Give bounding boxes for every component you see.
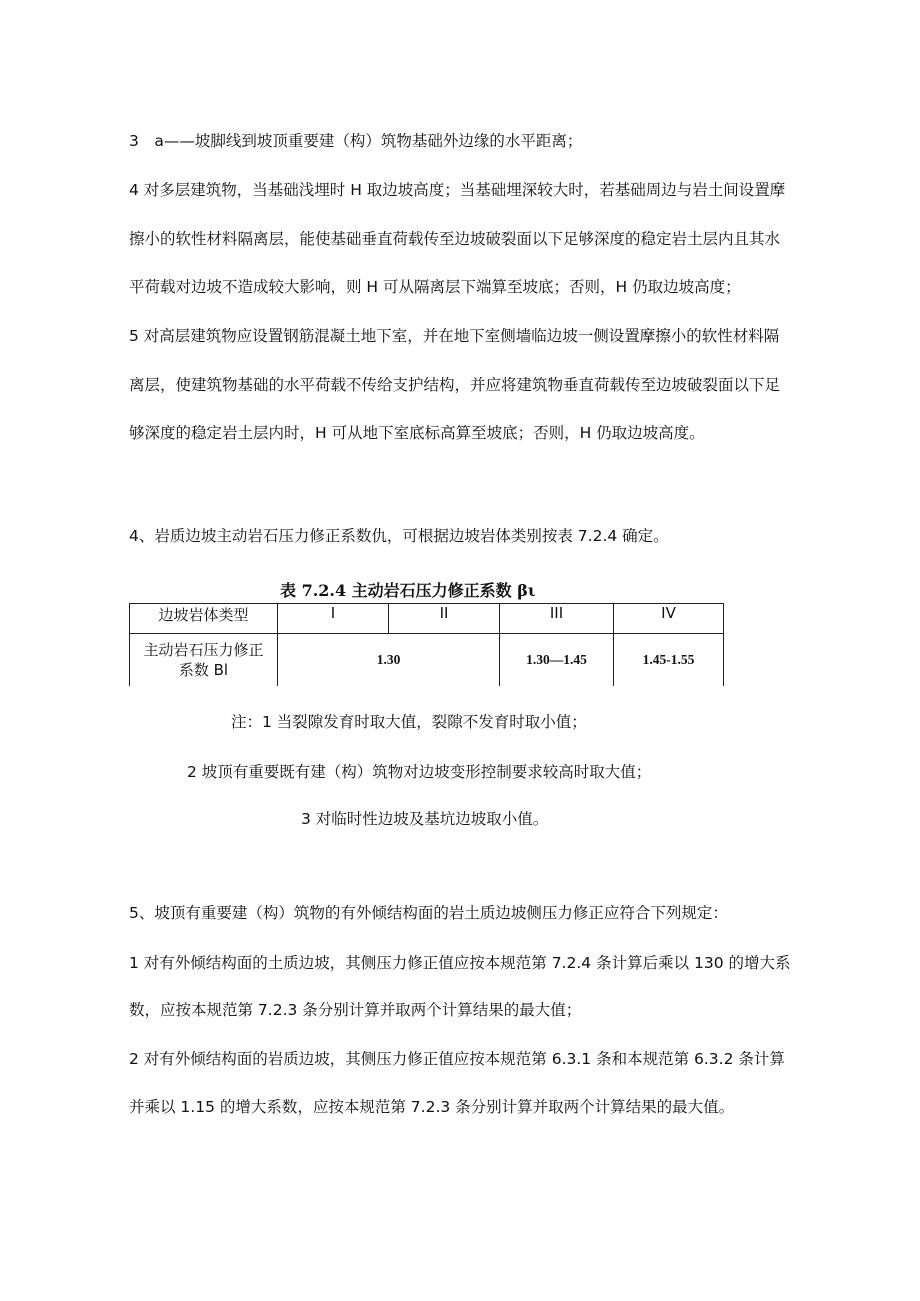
table-title: 表 7.2.4 主动岩石压力修正系数 βι <box>280 581 536 600</box>
table-row <box>130 634 724 687</box>
table-cell-value-iv: 1.45-1.55 <box>614 634 724 687</box>
paragraph-item-5-line3: 够深度的稳定岩土层内时，H 可从地下室底标高算至坡底；否则，H 仍取边坡高度。 <box>129 424 705 442</box>
table-header-class-iv: IV <box>614 604 724 634</box>
paragraph-item-4-line3: 平荷载对边坡不造成较大影响，则 H 可从隔离层下端算至坡底；否则，H 仍取边坡高度； <box>129 278 741 296</box>
table-note-2: 2 坡顶有重要既有建（构）筑物对边坡变形控制要求较高时取大值； <box>187 763 652 781</box>
table-note-1: 注：1 当裂隙发育时取大值，裂隙不发育时取小值； <box>231 713 587 731</box>
table-row-label <box>130 634 278 687</box>
table-cell-value-i-ii: 1.30 <box>278 634 500 687</box>
paragraph-item-4-line1: 4 对多层建筑物，当基础浅埋时 H 取边坡高度；当基础埋深较大时，若基础周边与岩土间设置摩 <box>129 181 786 199</box>
section-5-title: 5、坡顶有重要建（构）筑物的有外倾结构面的岩土质边坡侧压力修正应符合下列规定： <box>129 904 728 922</box>
section-5-item-1-line2: 数，应按本规范第 7.2.3 条分别计算并取两个计算结果的最大值； <box>129 1001 582 1019</box>
table-header-class-i: I <box>278 604 389 634</box>
rock-pressure-coefficient-table <box>129 603 724 686</box>
table-row-label-line1: 主动岩石压力修正 <box>143 641 264 659</box>
table-header-label: 边坡岩体类型 <box>130 604 278 634</box>
section-5-item-2-line1: 2 对有外倾结构面的岩质边坡，其侧压力修正值应按本规范第 6.3.1 条和本规范第 6.3.2 条计算 <box>129 1050 785 1068</box>
paragraph-item-3-a: 3 a——坡脚线到坡顶重要建（构）筑物基础外边缘的水平距离； <box>129 132 583 150</box>
section-5-item-1-line1: 1 对有外倾结构面的土质边坡，其侧压力修正值应按本规范第 7.2.4 条计算后乘以 130 的增大系 <box>129 954 791 972</box>
table-cell-value-iii: 1.30—1.45 <box>500 634 614 687</box>
table-note-3: 3 对临时性边坡及基坑边坡取小值。 <box>301 810 549 828</box>
table-row-label-line2: 系数 Bl <box>178 661 229 679</box>
paragraph-item-5-line2: 离层，使建筑物基础的水平荷载不传给支护结构，并应将建筑物垂直荷载传至边坡破裂面以下足 <box>129 376 781 394</box>
table-header-row <box>130 604 724 634</box>
paragraph-item-5-line1: 5 对高层建筑物应设置钢筋混凝土地下室，并在地下室侧墙临边坡一侧设置摩擦小的软性材料隔 <box>129 327 780 345</box>
section-4-intro: 4、岩质边坡主动岩石压力修正系数仇，可根据边坡岩体类别按表 7.2.4 确定。 <box>129 527 669 545</box>
table-header-class-iii: III <box>500 604 614 634</box>
table-header-class-ii: II <box>389 604 500 634</box>
paragraph-item-4-line2: 擦小的软性材料隔离层，能使基础垂直荷载传至边坡破裂面以下足够深度的稳定岩土层内且其水 <box>129 230 781 248</box>
section-5-item-2-line2: 并乘以 1.15 的增大系数，应按本规范第 7.2.3 条分别计算并取两个计算结果的最大值。 <box>129 1098 735 1116</box>
